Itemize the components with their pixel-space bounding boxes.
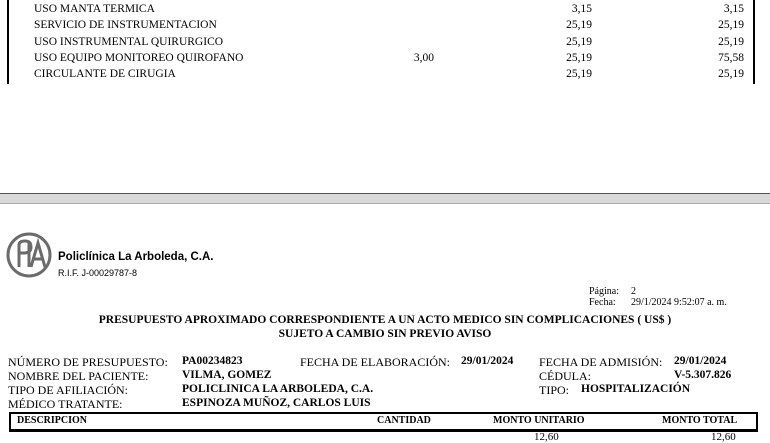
row-quantity: 3,00 (413, 52, 434, 64)
column-unit-amount-header: MONTO UNITARIO (493, 415, 585, 426)
table-row (0, 68, 770, 84)
id-value: V-5.307.826 (674, 369, 732, 381)
type-value: HOSPITALIZACIÓN (581, 383, 691, 395)
arboleda-logo-icon (5, 231, 53, 279)
row-unit-amount: 25,19 (566, 19, 592, 31)
id-label: CÉDULA: (539, 369, 591, 383)
table-row (0, 52, 770, 68)
date-label: Fecha: (589, 297, 616, 308)
company-rif: R.I.F. J-00029787-8 (58, 268, 138, 278)
admission-date-label: FECHA DE ADMISIÓN: (539, 355, 663, 369)
doctor-value: ESPINOZA MUÑOZ, CARLOS LUIS (182, 397, 371, 409)
row-total-amount: 25,19 (718, 19, 744, 31)
document-title: PRESUPUESTO APROXIMADO CORRESPONDIENTE A UN ACTO MEDICO SIN COMPLICACIONES ( US$ ) (98, 314, 672, 326)
row-description: SERVICIO DE INSTRUMENTACION (34, 19, 217, 31)
page-separator (0, 193, 770, 204)
row-total-amount: 12,60 (711, 431, 736, 443)
table-row (0, 19, 770, 35)
table-header (9, 412, 758, 432)
table-row (0, 3, 770, 19)
doctor-label: MÉDICO TRATANTE: (8, 397, 123, 411)
admission-date-value: 29/01/2024 (674, 355, 727, 367)
budget-number-value: PA00234823 (182, 355, 243, 367)
row-total-amount: 75,58 (718, 52, 744, 64)
previous-page-fragment (0, 0, 770, 90)
affiliation-label: TIPO DE AFILIACIÓN: (8, 383, 128, 397)
page-number: 2 (631, 286, 636, 297)
row-unit-amount: 12,60 (534, 431, 559, 443)
date-value: 29/1/2024 9:52:07 a. m. (631, 297, 727, 308)
company-name: Policlínica La Arboleda, C.A. (58, 251, 214, 263)
elaboration-date-label: FECHA DE ELABORACIÓN: (300, 355, 451, 369)
row-total-amount: 25,19 (718, 68, 744, 80)
row-unit-amount: 25,19 (566, 68, 592, 80)
row-total-amount: 25,19 (718, 36, 744, 48)
affiliation-value: POLICLINICA LA ARBOLEDA, C.A. (182, 383, 374, 395)
budget-number-label: NÚMERO DE PRESUPUESTO: (8, 355, 168, 369)
row-unit-amount: 25,19 (566, 36, 592, 48)
table-row (0, 36, 770, 52)
page-label: Página: (589, 286, 619, 297)
document-subtitle: SUJETO A CAMBIO SIN PREVIO AVISO (278, 328, 492, 340)
patient-name-value: VILMA, GOMEZ (182, 369, 272, 381)
patient-name-label: NOMBRE DEL PACIENTE: (8, 369, 149, 383)
column-total-amount-header: MONTO TOTAL (662, 415, 738, 426)
elaboration-date-value: 29/01/2024 (461, 355, 514, 367)
row-description: USO MANTA TERMICA (34, 3, 155, 15)
row-description: CIRCULANTE DE CIRUGIA (34, 68, 176, 80)
row-description: USO INSTRUMENTAL QUIRURGICO (34, 36, 224, 48)
row-unit-amount: 25,19 (566, 52, 592, 64)
column-quantity-header: CANTIDAD (377, 415, 431, 426)
type-label: TIPO: (539, 383, 569, 397)
row-unit-amount: 3,15 (571, 3, 592, 15)
row-total-amount: 3,15 (723, 3, 744, 15)
column-description-header: DESCRIPCION (17, 415, 88, 426)
row-description: USO EQUIPO MONITOREO QUIROFANO (34, 52, 244, 64)
